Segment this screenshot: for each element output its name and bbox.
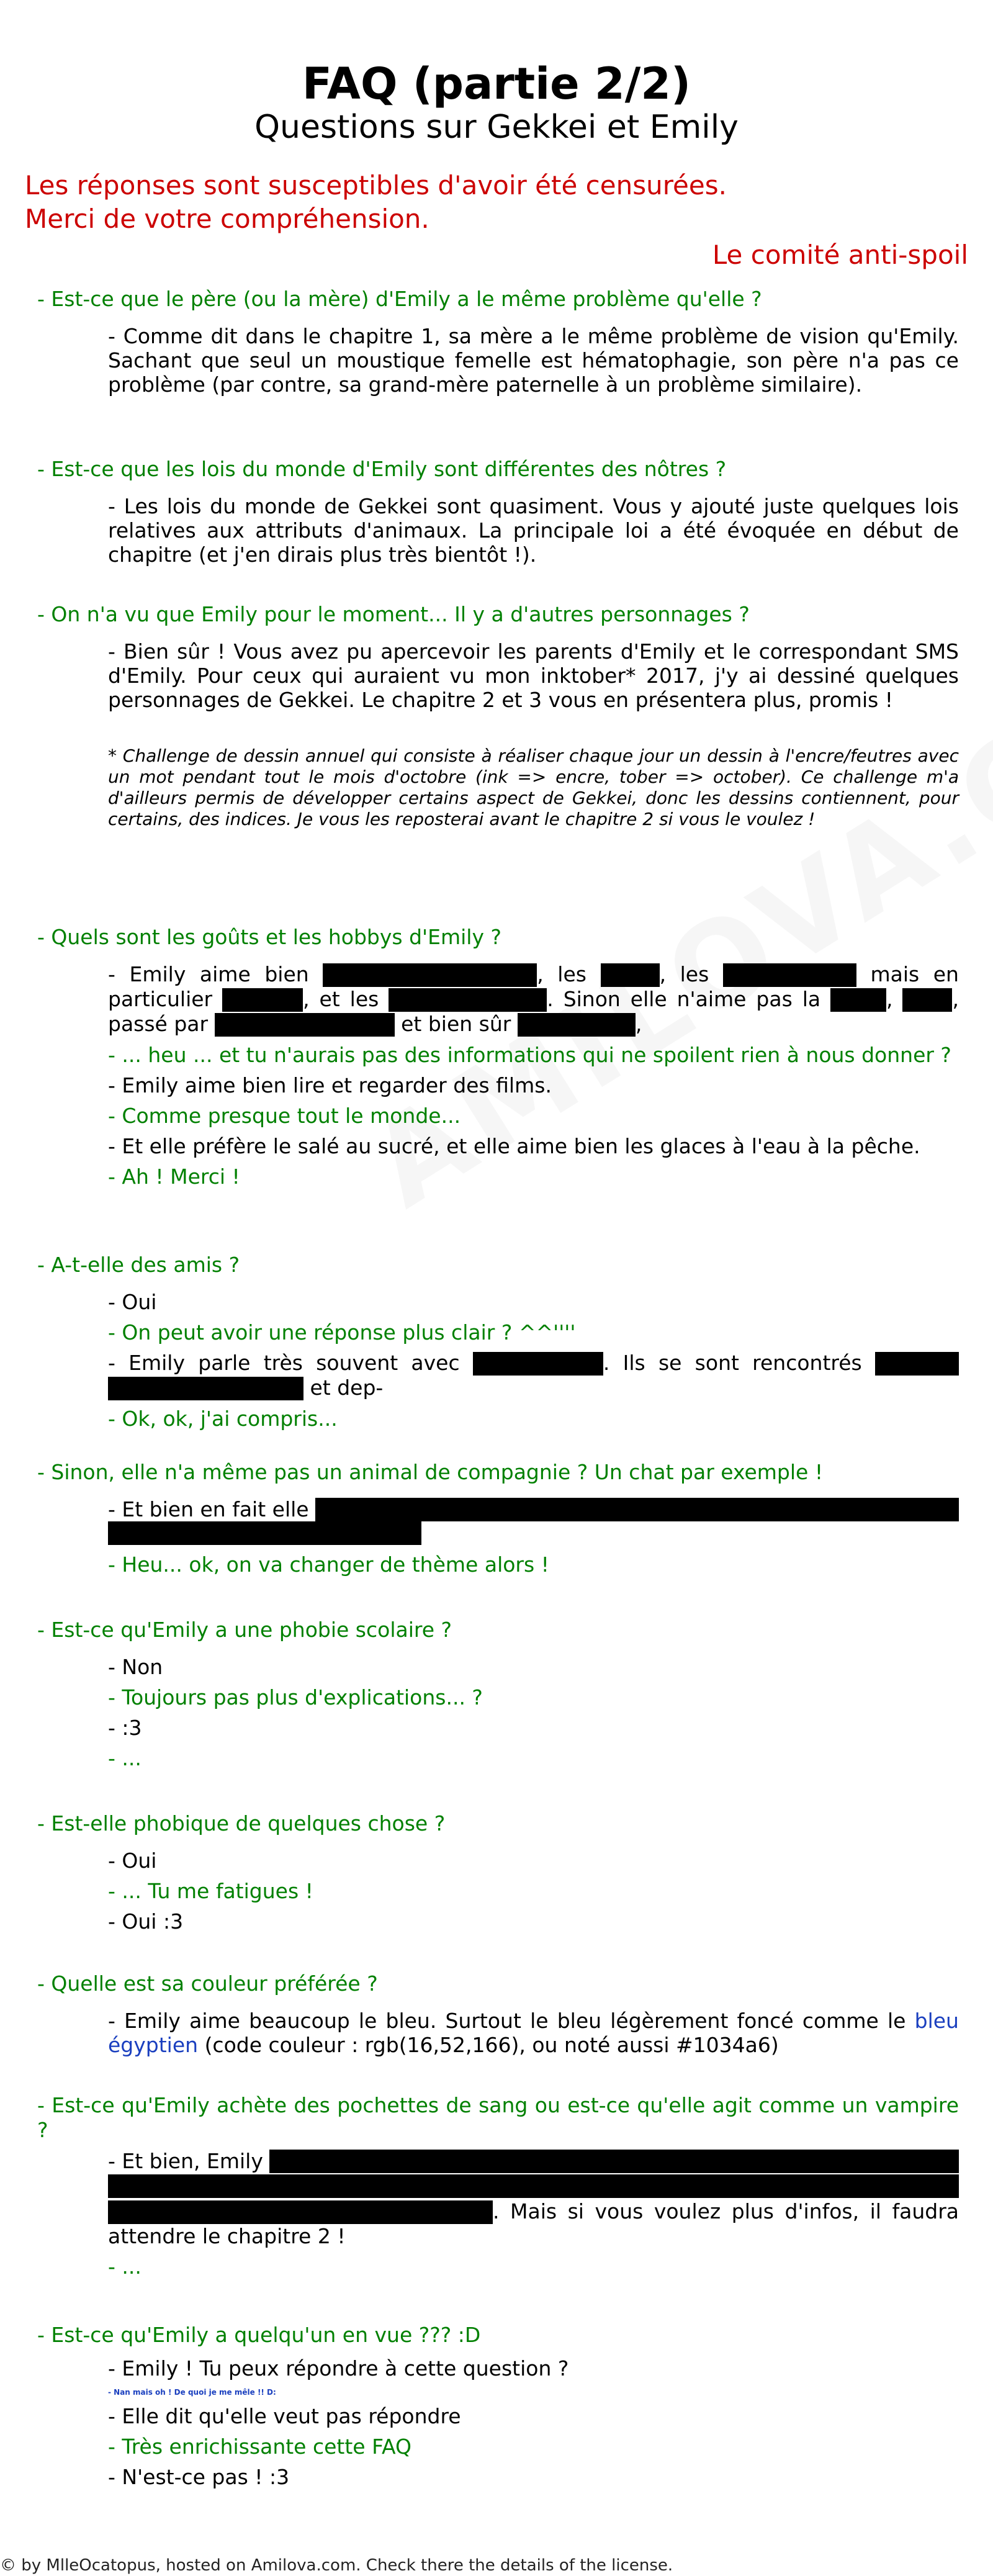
faq-question: - Est-elle phobique de quelques chose ?	[37, 1811, 446, 1835]
faq-item	[37, 1811, 959, 1940]
faq-question: - Quels sont les goûts et les hobbys d'Emily ?	[37, 925, 501, 949]
censor-bar	[108, 1377, 303, 1400]
answer-line: - ... heu ... et tu n'aurais pas des informations qui ne spoilent rien à nous donner ?	[108, 1043, 951, 1067]
answer-text: - Emily aime bien	[108, 962, 309, 986]
footnote: * Challenge de dessin annuel qui consiste à réaliser chaque jour un dessin à l'encre/feutres avec un mot pendant tout le mois d'octobre (ink => encre, tober => october). Ce challenge m'a d'ailleurs permis de développer certains aspect de Gekkei, donc les dessins contiennent, pour certains, des indices. Je vous les reposterai avant le chapitre 2 si vous le voulez !	[108, 745, 959, 829]
answer-line: - Oui :3	[108, 1909, 184, 1934]
page-subtitle: Questions sur Gekkei et Emily	[254, 109, 739, 146]
censor-bar	[473, 1352, 603, 1376]
faq-question: - On n'a vu que Emily pour le moment... Il y a d'autres personnages ?	[37, 602, 750, 626]
answer-line: - Elle dit qu'elle veut pas répondre	[108, 2404, 461, 2428]
censor-bar	[875, 1352, 959, 1376]
answer-line: - Oui	[108, 1290, 157, 1314]
faq-answer	[108, 2009, 959, 2057]
answer-line: - Oui	[108, 1849, 157, 1873]
answer-text: , et les	[303, 987, 379, 1011]
faq-question: - Est-ce qu'Emily achète des pochettes de sang ou est-ce qu'elle agit comme un vampire ?	[37, 2093, 959, 2142]
faq-question: - Quelle est sa couleur préférée ?	[37, 1971, 378, 1996]
answer-line	[108, 2009, 959, 2057]
faq-question: - Est-ce que les lois du monde d'Emily sont différentes des nôtres ?	[37, 457, 727, 481]
faq-item	[37, 2323, 959, 2495]
censored-answer	[108, 1351, 959, 1400]
egyptian-blue-link[interactable]: bleu égyptien	[108, 2009, 959, 2057]
answer-line: - Non	[108, 1655, 163, 1679]
answer-line: - ...	[108, 1746, 142, 1770]
censored-answer	[108, 1497, 959, 1521]
answer-text: et dep-	[310, 1376, 384, 1400]
faq-item	[37, 1460, 959, 1583]
answer-line: - Heu... ok, on va changer de thème alors !	[108, 1552, 549, 1577]
answer-text: , les	[537, 962, 586, 986]
answer-line: - Bien sûr ! Vous avez pu apercevoir les parents d'Emily et le correspondant SMS d'Emily. Pour ceux qui auraient vu mon inktober* 2017, j'y ai dessiné quelques personnages de Gekkei. Le chapitre 2 et 3 vous en présentera plus, promis !	[108, 639, 959, 712]
faq-question: - Sinon, elle n'a même pas un animal de compagnie ? Un chat par exemple !	[37, 1460, 824, 1484]
faq-answer	[108, 1497, 959, 1577]
warning-line-2: Merci de votre compréhension.	[25, 204, 429, 234]
faq-item	[37, 287, 959, 403]
faq-question: - Est-ce que le père (ou la mère) d'Emily a le même problème qu'elle ?	[37, 287, 762, 311]
answer-text: . Ils se sont rencontrés	[603, 1351, 862, 1375]
censorship-warning	[25, 169, 968, 272]
answer-line: - ...	[108, 2254, 142, 2279]
answer-text: ,	[952, 987, 959, 1011]
answer-text: - Emily aime beaucoup le bleu. Surtout le bleu légèrement foncé comme le	[108, 2009, 906, 2033]
censor-bar	[323, 963, 537, 987]
answer-line: - ... Tu me fatigues !	[108, 1879, 313, 1903]
answer-text: - Emily parle très souvent avec	[108, 1351, 460, 1375]
faq-item	[37, 1618, 959, 1777]
warning-line-1: Les réponses sont susceptibles d'avoir été censurées.	[25, 170, 727, 200]
faq-item	[37, 457, 959, 573]
censor-bar	[108, 2174, 959, 2198]
answer-text: ,	[886, 987, 893, 1011]
answer-line: - Toujours pas plus d'explications... ?	[108, 1685, 483, 1709]
censor-bar	[108, 1521, 421, 1545]
faq-item	[37, 1253, 959, 1437]
answer-text: ,	[635, 1012, 642, 1036]
censor-bar	[518, 1013, 636, 1037]
answer-line: - Très enrichissante cette FAQ	[108, 2434, 412, 2459]
faq-question: - Est-ce qu'Emily a une phobie scolaire ?	[37, 1618, 452, 1642]
faq-answer	[108, 494, 959, 567]
censored-answer	[108, 2199, 959, 2248]
censor-bar	[902, 988, 952, 1012]
answer-text: mais en particulier	[108, 962, 959, 1011]
answer-text: - Et bien, Emily	[108, 2149, 263, 2173]
faq-answer	[108, 2149, 959, 2279]
answer-text: . Sinon elle n'aime pas la	[547, 987, 821, 1011]
faq-item	[37, 2093, 959, 2285]
answer-line: - Ok, ok, j'ai compris...	[108, 1407, 338, 1431]
censor-bar	[601, 963, 660, 987]
faq-answer	[108, 639, 959, 830]
censor-bar	[315, 1498, 959, 1521]
answer-line: - N'est-ce pas ! :3	[108, 2465, 290, 2489]
license-footer: © by MlleOcatopus, hosted on Amilova.com. Check there the details of the license.	[0, 2556, 673, 2575]
faq-question: - A-t-elle des amis ?	[37, 1253, 240, 1277]
answer-text: et bien sûr	[401, 1012, 511, 1036]
faq-answer	[108, 1655, 959, 1770]
answer-line: - Emily ! Tu peux répondre à cette question ?	[108, 2356, 569, 2380]
censor-bar	[222, 988, 303, 1012]
censor-bar	[830, 988, 886, 1012]
answer-text: - Et bien en fait elle	[108, 1497, 309, 1521]
answer-line: - On peut avoir une réponse plus clair ? ^^''''	[108, 1320, 576, 1344]
faq-question: - Est-ce qu'Emily a quelqu'un en vue ??? :D	[37, 2323, 481, 2347]
answer-text: (code couleur : rgb(16,52,166), ou noté aussi #1034a6)	[204, 2033, 779, 2057]
censor-bar	[269, 2150, 959, 2173]
answer-text: passé par	[108, 1012, 209, 1036]
answer-line: - Et elle préfère le salé au sucré, et elle aime bien les glaces à l'eau à la pêche.	[108, 1134, 920, 1158]
answer-text: , les	[659, 962, 709, 986]
answer-line: - Comme dit dans le chapitre 1, sa mère a le même problème de vision qu'Emily. Sachant que seul un moustique femelle est hématophagie, son père n'a pas ce problème (par contre, sa grand-mère paternelle à un problème similaire).	[108, 324, 959, 397]
warning-signature: Le comité anti-spoil	[712, 240, 968, 270]
censor-bar	[389, 988, 547, 1012]
answer-text: . Mais si vous voulez plus d'infos, il faudra attendre le chapitre 2 !	[108, 2199, 959, 2248]
answer-line: - Les lois du monde de Gekkei sont quasiment. Vous y ajouté juste quelques lois relatives aux attributs d'animaux. La principale loi a été évoquée en début de chapitre (et j'en dirais plus très bientôt !).	[108, 494, 959, 567]
faq-item	[37, 1971, 959, 2063]
faq-answer	[108, 1290, 959, 1431]
censored-answer	[108, 2149, 959, 2173]
answer-line: - :3	[108, 1716, 142, 1740]
answer-line: - Ah ! Merci !	[108, 1164, 240, 1189]
faq-item	[37, 925, 959, 1195]
faq-answer	[108, 2356, 959, 2489]
faq-answer	[108, 962, 959, 1189]
censored-answer	[108, 962, 959, 1037]
censor-bar	[723, 963, 856, 987]
answer-line: - Comme presque tout le monde...	[108, 1104, 461, 1128]
faq-answer	[108, 1849, 959, 1934]
answer-line: - Emily aime bien lire et regarder des films.	[108, 1073, 552, 1097]
censor-bar	[108, 2200, 493, 2224]
censor-bar	[215, 1013, 395, 1037]
faq-answer	[108, 324, 959, 397]
faq-item	[37, 602, 959, 836]
page-title: FAQ (partie 2/2)	[302, 58, 691, 109]
whisper-line: - Nan mais oh ! De quoi je me mêle !! D:	[108, 2388, 276, 2397]
